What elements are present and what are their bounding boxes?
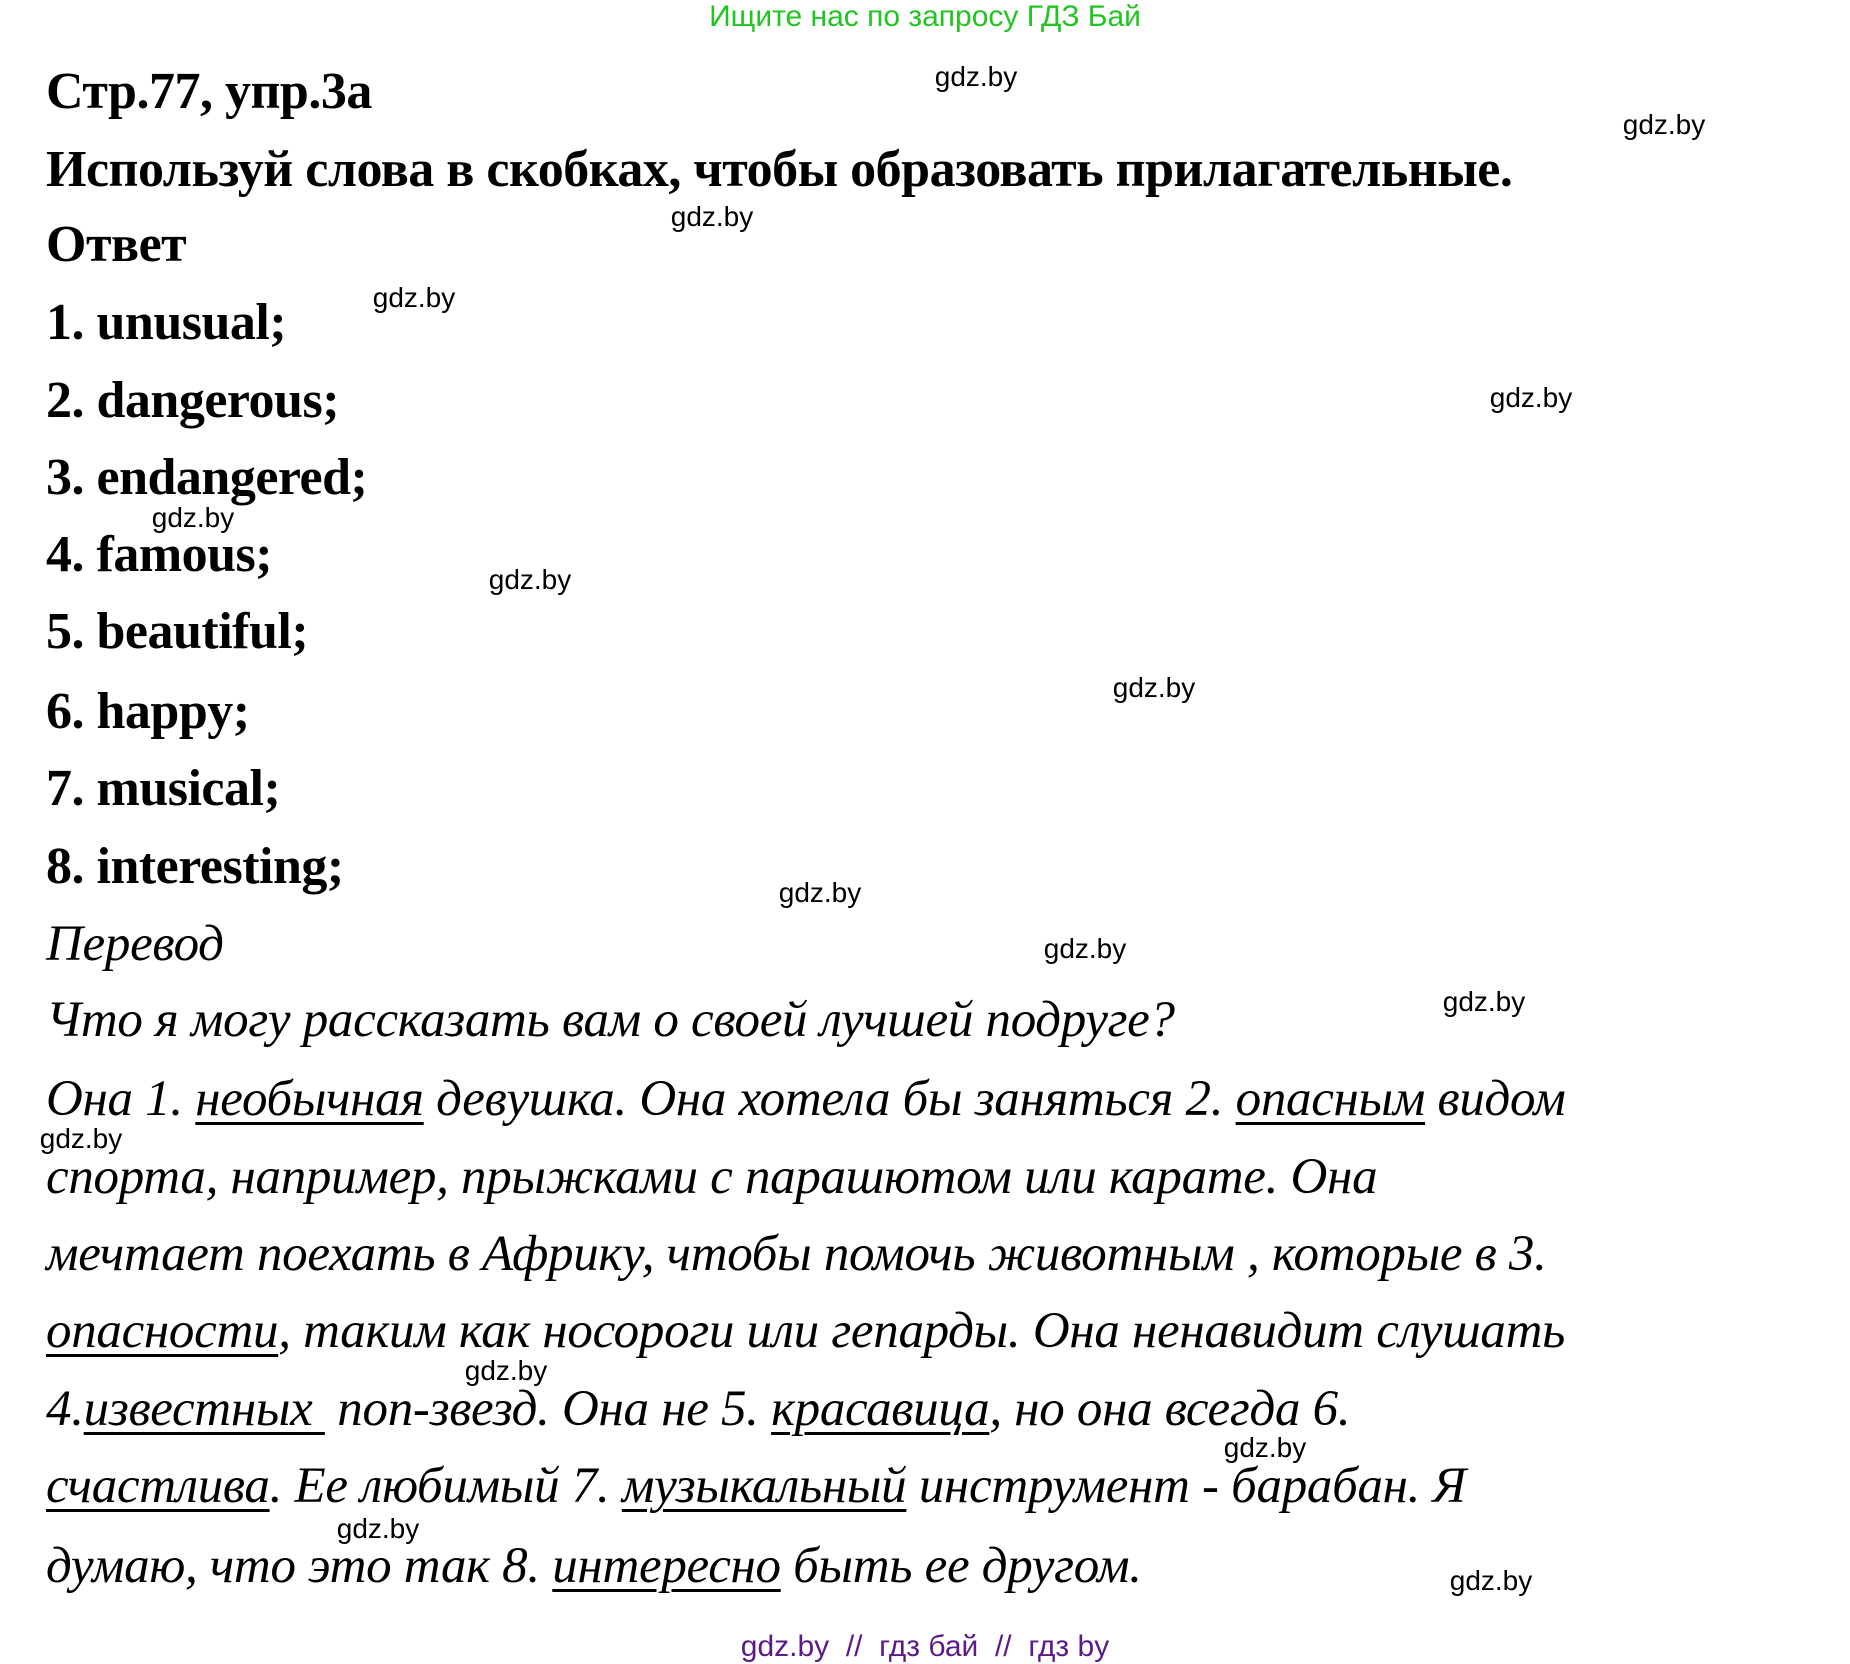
watermark: gdz.by [1442, 986, 1526, 1017]
text: 4. [46, 1381, 84, 1437]
translation-intro: Что я могу рассказать вам о своей лучшей подруге? [46, 992, 1175, 1048]
watermark: gdz.by [39, 1123, 123, 1154]
watermark: gdz.by [488, 564, 572, 595]
translation-line [46, 1301, 1565, 1361]
text: поп-звезд. Она не 5. [324, 1381, 772, 1437]
answer-item: 1. unusual; [46, 294, 287, 351]
watermark: gdz.by [336, 1513, 420, 1544]
underlined-word: музыкальный [621, 1458, 907, 1514]
underlined-word: необычная [195, 1071, 424, 1127]
text: инструмент - барабан. Я [906, 1458, 1466, 1514]
translation-line [46, 1456, 1466, 1516]
underlined-word: опасности [46, 1303, 279, 1359]
translation-line [46, 1536, 1142, 1596]
text: спорта, например, прыжками с парашютом или карате. Она [46, 1149, 1378, 1205]
text: , таким как носороги или гепарды. Она ненавидит слушать [278, 1303, 1566, 1359]
watermark: gdz.by [1112, 672, 1196, 703]
watermark: gdz.by [670, 201, 754, 232]
text: девушка. Она хотела бы заняться 2. [423, 1071, 1236, 1127]
answer-item: 4. famous; [46, 526, 273, 583]
answer-item: 3. endangered; [46, 449, 368, 506]
text: мечтает поехать в Африку, чтобы помочь животным , которые в 3. [46, 1226, 1547, 1282]
answer-item: 7. musical; [46, 760, 281, 817]
watermark: gdz.by [372, 282, 456, 313]
task-heading: Используй слова в скобках, чтобы образовать прилагательные. [46, 141, 1513, 198]
watermark: gdz.by [464, 1355, 548, 1386]
page-title: Стр.77, упр.3а [46, 63, 372, 120]
translation-line [46, 1224, 1547, 1284]
text: , но она всегда 6. [989, 1381, 1351, 1437]
watermark: gdz.by [1622, 109, 1706, 140]
underlined-word: известных [83, 1381, 325, 1437]
underlined-word: красавица [771, 1381, 990, 1437]
underlined-word: интересно [552, 1538, 781, 1594]
text: думаю, что это так 8. [46, 1538, 553, 1594]
search-banner: Ищите нас по запросу ГДЗ Бай [709, 0, 1141, 33]
watermark: gdz.by [1449, 1565, 1533, 1596]
text: Она 1. [46, 1071, 196, 1127]
answer-item: 5. beautiful; [46, 603, 309, 660]
translation-line [46, 1147, 1377, 1207]
underlined-word: счастлива [46, 1458, 270, 1514]
watermark: gdz.by [934, 61, 1018, 92]
answer-label: Ответ [46, 216, 187, 273]
translation-line [46, 1069, 1566, 1129]
answer-item: 6. happy; [46, 683, 250, 740]
watermark: gdz.by [151, 502, 235, 533]
translation-label: Перевод [46, 916, 224, 972]
watermark: gdz.by [778, 877, 862, 908]
watermark: gdz.by [1043, 933, 1127, 964]
footer-links: gdz.by // гдз бай // гдз by [740, 1630, 1110, 1663]
underlined-word: опасным [1235, 1071, 1426, 1127]
watermark: gdz.by [1223, 1432, 1307, 1463]
answer-item: 2. dangerous; [46, 372, 340, 429]
text: быть ее другом. [780, 1538, 1142, 1594]
watermark: gdz.by [1489, 382, 1573, 413]
translation-line [46, 1379, 1350, 1439]
text: . Ее любимый 7. [269, 1458, 622, 1514]
answer-item: 8. interesting; [46, 838, 344, 895]
text: видом [1425, 1071, 1566, 1127]
